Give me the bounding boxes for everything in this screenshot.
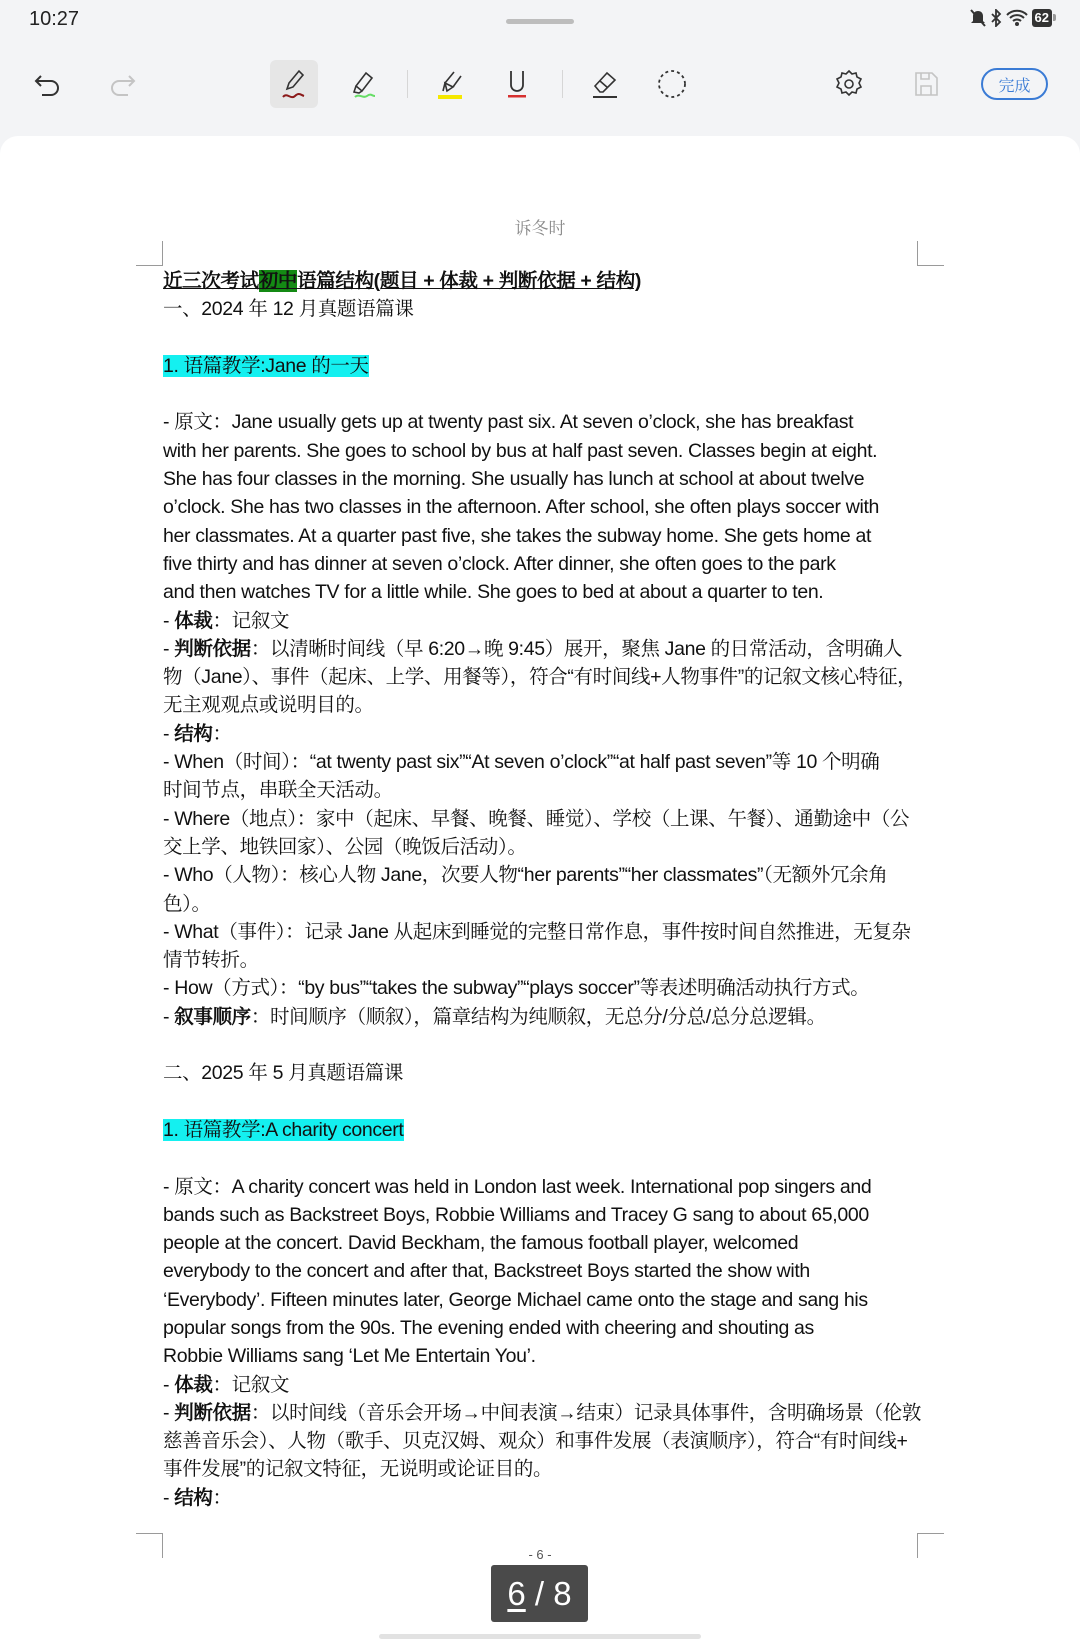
title-text: 近三次考试 <box>163 270 259 292</box>
blank-line <box>163 1144 963 1172</box>
text-line <box>163 748 963 776</box>
text-line <box>163 1427 963 1455</box>
marker-icon <box>433 67 467 101</box>
text-line <box>163 1257 963 1285</box>
text-line <box>163 550 963 578</box>
bullet-dash: - <box>163 609 175 632</box>
text-line <box>163 691 963 719</box>
line-text: - Where（地点）：家中（起床、早餐、晚餐、睡觉）、学校（上课、午餐）、通勤途中（公 <box>163 807 910 830</box>
text-line <box>163 918 963 946</box>
underline-icon <box>500 67 534 101</box>
labeled-line <box>163 1371 963 1399</box>
line-text: ：以清晰时间线（早 6:20→晚 9:45）展开，聚焦 Jane 的日常活动，含明确人 <box>250 637 903 660</box>
line-text: her classmates. At a quarter past five, she takes the subway home. She gets home at <box>163 524 872 547</box>
bullet-dash: - <box>163 1005 175 1028</box>
line-text: 无主观观点或说明目的。 <box>163 694 374 717</box>
line-text: with her parents. She goes to school by bus at half past seven. Classes begin at eight. <box>163 439 878 462</box>
text-line <box>163 295 963 323</box>
text-line <box>163 946 963 974</box>
text-line <box>163 1342 963 1370</box>
eraser-icon <box>588 67 622 101</box>
line-text: 交上学、地铁回家）、公园（晚饭后活动）。 <box>163 835 527 858</box>
text-line <box>163 1314 963 1342</box>
labeled-line <box>163 1484 963 1512</box>
bullet-dash: - <box>163 1486 175 1509</box>
line-text: ：记叙文 <box>212 1373 290 1396</box>
cyan-highlight: 1. 语篇教学:A charity concert <box>163 1118 404 1141</box>
text-line <box>163 522 963 550</box>
green-highlight: 初中 <box>258 270 298 292</box>
bullet-dash: - <box>163 637 175 660</box>
undo-button[interactable] <box>24 60 72 108</box>
bell-off-icon <box>970 9 986 27</box>
text-line <box>163 861 963 889</box>
section-heading <box>163 1116 963 1144</box>
redo-icon <box>105 67 139 101</box>
line-text: - When（时间）：“at twenty past six”“At seven o’clock”“at half past seven”等 10 个明确 <box>163 751 880 774</box>
bold-label: 结构 <box>174 1486 213 1509</box>
bold-label: 体裁 <box>174 609 213 632</box>
bullet-dash: - <box>163 1373 175 1396</box>
labeled-line <box>163 1399 963 1427</box>
lasso-icon <box>655 67 689 101</box>
bold-label: 结构 <box>174 722 213 745</box>
line-text: ‘Everybody’. Fifteen minutes later, George Michael came onto the stage and sang his <box>163 1288 868 1311</box>
bullet-dash: - <box>163 722 175 745</box>
pen-tool-button[interactable] <box>270 60 318 108</box>
text-line <box>163 1286 963 1314</box>
line-text: and then watches TV for a little while. She goes to bed at about a quarter to ten. <box>163 581 824 604</box>
text-line <box>163 1059 963 1087</box>
section-heading <box>163 352 963 380</box>
line-text: 一、2024 年 12 月真题语篇课 <box>163 298 414 321</box>
status-icons <box>970 9 1052 27</box>
page-indicator[interactable] <box>491 1565 588 1622</box>
line-text: bands such as Backstreet Boys, Robbie Williams and Tracey G sang to about 65,000 <box>163 1203 869 1226</box>
gear-icon <box>832 67 866 101</box>
text-line <box>163 974 963 1002</box>
underline-tool-button[interactable] <box>493 60 541 108</box>
text-line <box>163 1201 963 1229</box>
save-icon <box>909 67 943 101</box>
save-button[interactable] <box>902 60 950 108</box>
lasso-tool-button[interactable] <box>648 60 696 108</box>
line-text: - Who（人物）：核心人物 Jane，次要人物“her parents”“her classmates”（无额外冗余角 <box>163 864 888 887</box>
settings-button[interactable] <box>825 60 873 108</box>
text-line <box>163 437 963 465</box>
bullet-dash: - <box>163 1401 175 1424</box>
text-line <box>163 408 963 436</box>
bold-label: 判断依据 <box>174 637 251 660</box>
cyan-highlight: 1. 语篇教学:Jane 的一天 <box>163 354 369 377</box>
margin-corner-mark <box>917 241 944 266</box>
document-title <box>163 267 963 295</box>
line-text: ： <box>212 1486 232 1509</box>
total-pages: 8 <box>553 1574 572 1612</box>
bluetooth-icon <box>990 9 1002 27</box>
line-text: o’clock. She has two classes in the afternoon. After school, she often plays soccer with <box>163 496 880 519</box>
blank-line <box>163 1088 963 1116</box>
page-footer-number: - 6 - <box>528 1547 552 1562</box>
line-text: She has four classes in the morning. She usually has lunch at school at about twelve <box>163 468 865 491</box>
bold-label: 叙事顺序 <box>174 1005 251 1028</box>
labeled-line <box>163 720 963 748</box>
undo-icon <box>31 67 65 101</box>
wifi-icon <box>1006 9 1028 27</box>
text-line <box>163 465 963 493</box>
line-text: - How（方式）：“by bus”“takes the subway”“plays soccer”等表述明确活动执行方式。 <box>163 977 870 1000</box>
labeled-line <box>163 635 963 663</box>
text-line <box>163 1455 963 1483</box>
bold-label: 体裁 <box>174 1373 213 1396</box>
text-line <box>163 776 963 804</box>
line-text: popular songs from the 90s. The evening ended with cheering and shouting as <box>163 1316 814 1339</box>
page-separator: / <box>534 1574 545 1612</box>
line-text: 慈善音乐会）、人物（歌手、贝克汉姆、观众）和事件发展（表演顺序），符合“有时间线+ <box>163 1430 908 1453</box>
line-text: ：记叙文 <box>212 609 290 632</box>
labeled-line <box>163 1003 963 1031</box>
blank-line <box>163 1031 963 1059</box>
blank-line <box>163 324 963 352</box>
text-line <box>163 493 963 521</box>
highlighter-tool-button[interactable] <box>340 60 388 108</box>
text-line <box>163 833 963 861</box>
line-text: ：时间顺序（顺叙），篇章结构为纯顺叙，无总分/分总/总分总逻辑。 <box>250 1005 826 1028</box>
line-text: - 原文：A charity concert was held in London last week. International pop singers and <box>163 1175 872 1198</box>
pen-icon <box>277 67 311 101</box>
text-line <box>163 663 963 691</box>
highlighter-pen-icon <box>347 67 381 101</box>
line-text: 色）。 <box>163 892 211 915</box>
eraser-tool-button[interactable] <box>581 60 629 108</box>
margin-corner-mark <box>136 241 163 266</box>
document-body[interactable] <box>163 267 963 1512</box>
line-text: ： <box>212 722 232 745</box>
marker-tool-button[interactable] <box>426 60 474 108</box>
line-text: five thirty and has dinner at seven o’clock. After dinner, she often goes to the park <box>163 552 836 575</box>
horizontal-scrollbar[interactable] <box>379 1634 701 1639</box>
text-line <box>163 1173 963 1201</box>
battery-icon: 62 <box>1032 9 1052 27</box>
line-text: people at the concert. David Beckham, the famous football player, welcomed <box>163 1232 799 1255</box>
line-text: ：以时间线（音乐会开场→中间表演→结束）记录具体事件，含明确场景（伦敦 <box>250 1401 922 1424</box>
status-time: 10:27 <box>29 8 80 30</box>
line-text: 物（Jane）、事件（起床、上学、用餐等），符合“有时间线+人物事件”的记叙文核心特征， <box>163 666 917 689</box>
blank-line <box>163 380 963 408</box>
text-line <box>163 578 963 606</box>
page-header: 诉冬时 <box>514 219 566 238</box>
line-text: everybody to the concert and after that, Backstreet Boys started the show with <box>163 1260 810 1283</box>
drag-handle[interactable] <box>506 19 574 24</box>
toolbar-divider <box>562 70 563 98</box>
text-line <box>163 805 963 833</box>
line-text: 事件发展”的记叙文特征，无说明或论证目的。 <box>163 1458 553 1481</box>
line-text: 时间节点，串联全天活动。 <box>163 779 393 802</box>
line-text: 二、2025 年 5 月真题语篇课 <box>163 1062 404 1085</box>
line-text: Robbie Williams sang ‘Let Me Entertain You’. <box>163 1345 536 1368</box>
line-text: - 原文：Jane usually gets up at twenty past six. At seven o’clock, she has breakfast <box>163 411 854 434</box>
redo-button[interactable] <box>98 60 146 108</box>
text-line <box>163 890 963 918</box>
current-page: 6 <box>507 1574 526 1612</box>
line-text: - What（事件）：记录 Jane 从起床到睡觉的完整日常作息，事件按时间自然推进，无复杂 <box>163 920 911 943</box>
line-text: 情节转折。 <box>163 949 259 972</box>
toolbar-divider <box>407 70 408 98</box>
title-text: 语篇结构(题目 + 体裁 + 判断依据 + 结构) <box>297 270 641 292</box>
labeled-line <box>163 607 963 635</box>
done-button[interactable]: 完成 <box>981 68 1048 100</box>
bold-label: 判断依据 <box>174 1401 251 1424</box>
text-line <box>163 1229 963 1257</box>
